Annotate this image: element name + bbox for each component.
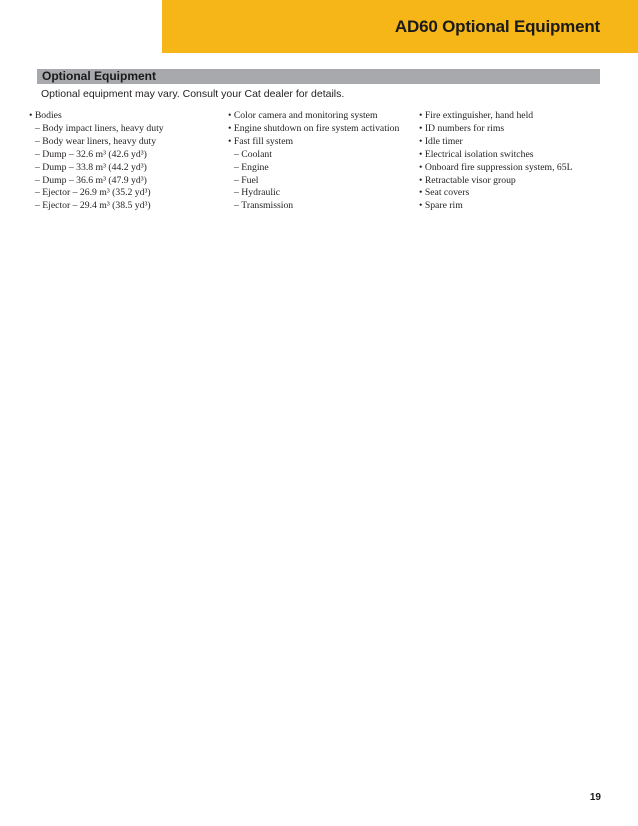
page-title: AD60 Optional Equipment bbox=[394, 17, 600, 36]
page-number: 19 bbox=[589, 792, 601, 803]
section-header-bar bbox=[37, 69, 600, 84]
list-item: • Engine shutdown on fire system activation bbox=[228, 123, 418, 136]
list-sub-item: – Dump – 33.8 m³ (44.2 yd³) bbox=[29, 162, 219, 175]
header-bar bbox=[162, 0, 638, 53]
list-item: • Fast fill system bbox=[228, 136, 418, 149]
equipment-column-2 bbox=[228, 110, 418, 213]
list-sub-item: – Ejector – 29.4 m³ (38.5 yd³) bbox=[29, 200, 219, 213]
list-sub-item: – Ejector – 26.9 m³ (35.2 yd³) bbox=[29, 187, 219, 200]
list-sub-item: – Dump – 32.6 m³ (42.6 yd³) bbox=[29, 149, 219, 162]
list-item: • Color camera and monitoring system bbox=[228, 110, 418, 123]
list-sub-item: – Body impact liners, heavy duty bbox=[29, 123, 219, 136]
list-sub-item: – Body wear liners, heavy duty bbox=[29, 136, 219, 149]
list-sub-item: – Transmission bbox=[228, 200, 418, 213]
list-item: • Seat covers bbox=[419, 187, 609, 200]
list-sub-item: – Engine bbox=[228, 162, 418, 175]
section-note: Optional equipment may vary. Consult your Cat dealer for details. bbox=[41, 88, 345, 100]
section-title: Optional Equipment bbox=[42, 69, 156, 83]
list-item: • Spare rim bbox=[419, 200, 609, 213]
list-sub-item: – Fuel bbox=[228, 175, 418, 188]
equipment-column-1 bbox=[29, 110, 219, 213]
list-item: • ID numbers for rims bbox=[419, 123, 609, 136]
list-item: • Retractable visor group bbox=[419, 175, 609, 188]
list-item: • Bodies bbox=[29, 110, 219, 123]
list-sub-item: – Dump – 36.6 m³ (47.9 yd³) bbox=[29, 175, 219, 188]
list-sub-item: – Hydraulic bbox=[228, 187, 418, 200]
list-item: • Fire extinguisher, hand held bbox=[419, 110, 609, 123]
equipment-column-3 bbox=[419, 110, 609, 213]
list-sub-item: – Coolant bbox=[228, 149, 418, 162]
list-item: • Electrical isolation switches bbox=[419, 149, 609, 162]
list-item: • Onboard fire suppression system, 65L bbox=[419, 162, 609, 175]
list-item: • Idle timer bbox=[419, 136, 609, 149]
